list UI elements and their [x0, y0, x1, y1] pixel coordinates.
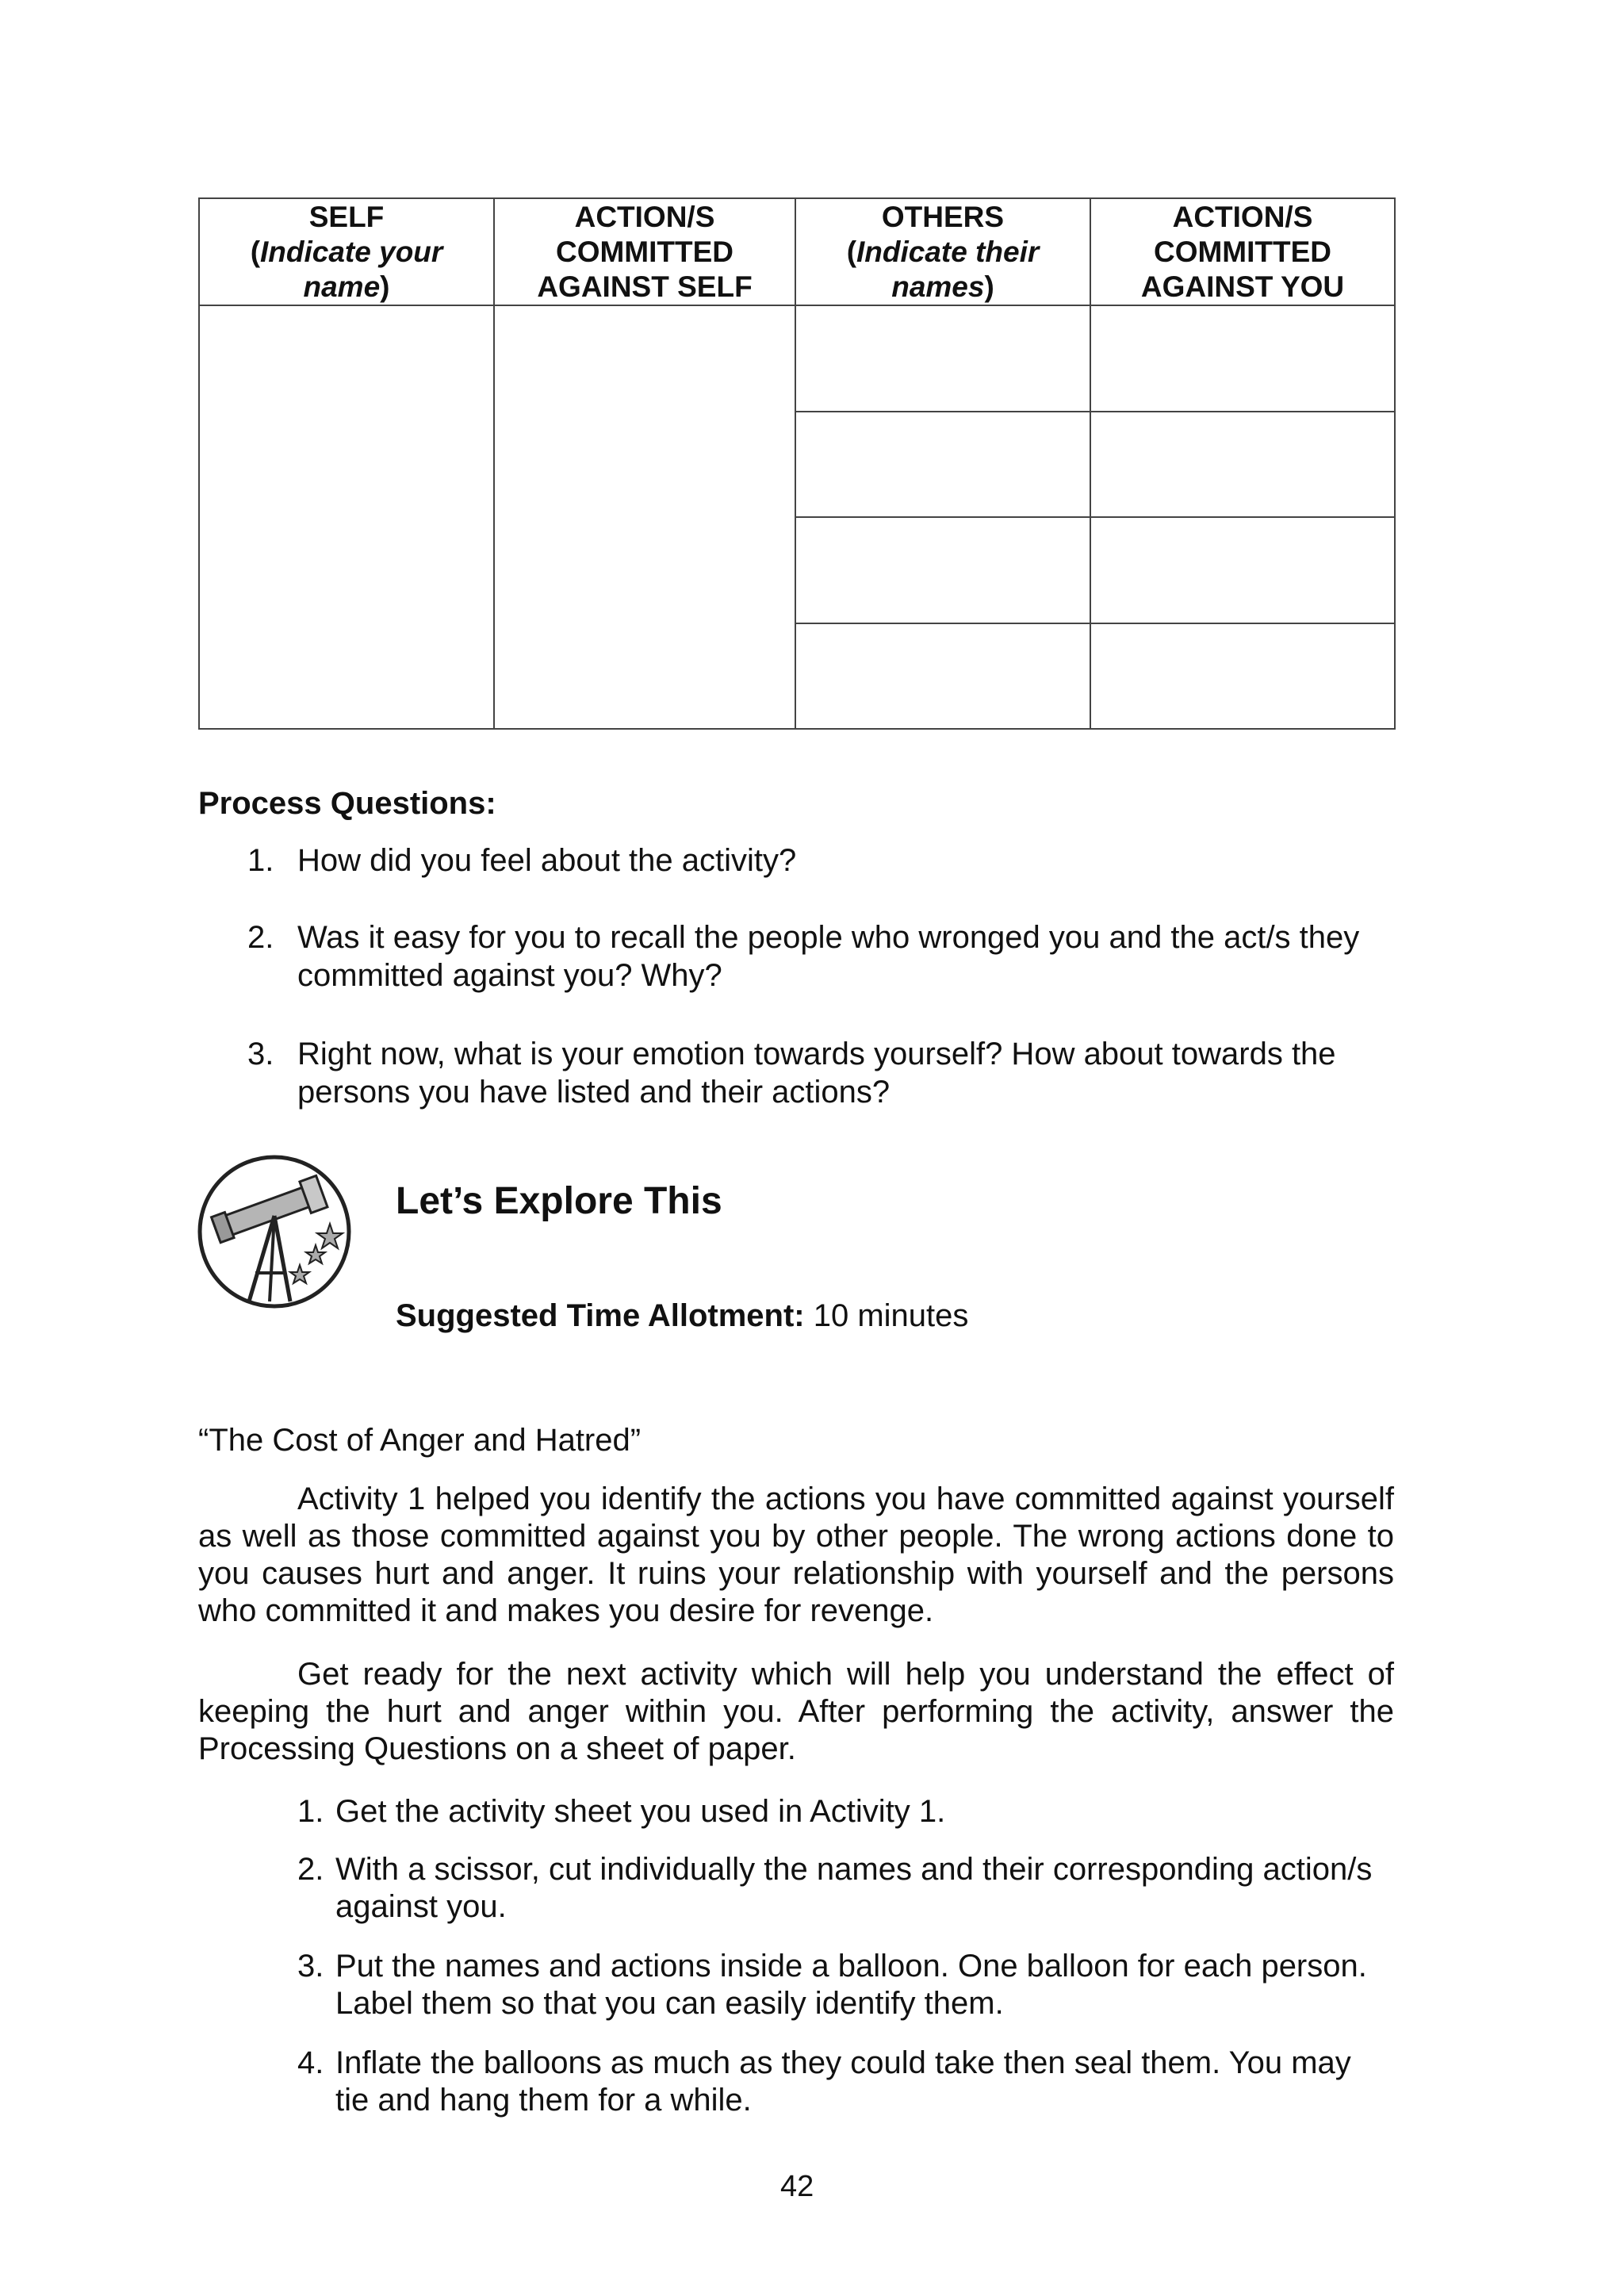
- step-number: 3.: [297, 1949, 324, 1984]
- page-number: 42: [780, 2170, 814, 2203]
- question-text: Right now, what is your emotion towards yourself? How about towards the: [297, 1037, 1336, 1071]
- question-number: 3.: [247, 1037, 274, 1071]
- article-title: “The Cost of Anger and Hatred”: [198, 1423, 642, 1458]
- others-cell: [795, 412, 1090, 517]
- article-paragraph-1: Activity 1 helped you identify the actions you have committed against yourself as well as those committed against you by other people. The wrong actions done to you causes hurt and anger. It ruins your relationship with yourself and the persons who committed it and makes you desire for revenge.: [198, 1481, 1394, 1628]
- header-self: SELF (Indicate your name): [199, 198, 494, 305]
- step-text: against you.: [335, 1889, 507, 1924]
- step-item: [297, 1948, 1394, 2022]
- step-text: With a scissor, cut individually the names and their corresponding action/s: [335, 1852, 1373, 1887]
- self-cell: [199, 305, 494, 729]
- telescope-icon: [197, 1154, 352, 1309]
- section-title: Let’s Explore This: [396, 1180, 722, 1222]
- actions-against-you-cell: [1090, 623, 1395, 729]
- step-text: Get the activity sheet you used in Activity 1.: [335, 1794, 946, 1829]
- article-paragraph-2: Get ready for the next activity which will help you understand the effect of keeping the hurt and anger within you. After performing the activity, answer the Processing Questions on a sheet of paper.: [198, 1657, 1394, 1766]
- question-text: Was it easy for you to recall the people who wronged you and the act/s they: [297, 920, 1360, 955]
- question-text: committed against you? Why?: [297, 958, 722, 993]
- question-text: persons you have listed and their actions?: [297, 1075, 891, 1110]
- step-text: Label them so that you can easily identify them.: [335, 1986, 1004, 2021]
- question-number: 2.: [247, 920, 274, 955]
- step-number: 4.: [297, 2045, 324, 2080]
- table-row: [199, 305, 1395, 411]
- step-text: tie and hang them for a while.: [335, 2083, 752, 2118]
- step-item: [297, 2045, 1394, 2119]
- time-allotment-label: Suggested Time Allotment:: [396, 1298, 805, 1333]
- question-text: How did you feel about the activity?: [297, 843, 797, 878]
- question-number: 1.: [247, 843, 274, 878]
- actions-against-you-cell: [1090, 305, 1395, 411]
- table-header-row: [199, 198, 1395, 305]
- activity-table: [198, 197, 1396, 730]
- process-questions-title: Process Questions:: [198, 786, 496, 821]
- others-cell: [795, 305, 1090, 411]
- step-item: [297, 1851, 1394, 1926]
- others-cell: [795, 623, 1090, 729]
- header-others: OTHERS (Indicate their names): [795, 198, 1090, 305]
- time-allotment: [396, 1297, 968, 1335]
- step-item: [297, 1793, 1394, 1830]
- header-actions-against-self: ACTION/S COMMITTED AGAINST SELF: [494, 198, 795, 305]
- actions-against-self-cell: [494, 305, 795, 729]
- step-number: 2.: [297, 1852, 324, 1887]
- time-allotment-value: 10 minutes: [804, 1298, 969, 1333]
- step-text: Put the names and actions inside a balloon. One balloon for each person.: [335, 1949, 1367, 1984]
- actions-against-you-cell: [1090, 412, 1395, 517]
- actions-against-you-cell: [1090, 517, 1395, 623]
- others-cell: [795, 517, 1090, 623]
- step-text: Inflate the balloons as much as they could take then seal them. You may: [335, 2045, 1351, 2080]
- header-actions-against-you: ACTION/S COMMITTED AGAINST YOU: [1090, 198, 1395, 305]
- step-number: 1.: [297, 1794, 324, 1829]
